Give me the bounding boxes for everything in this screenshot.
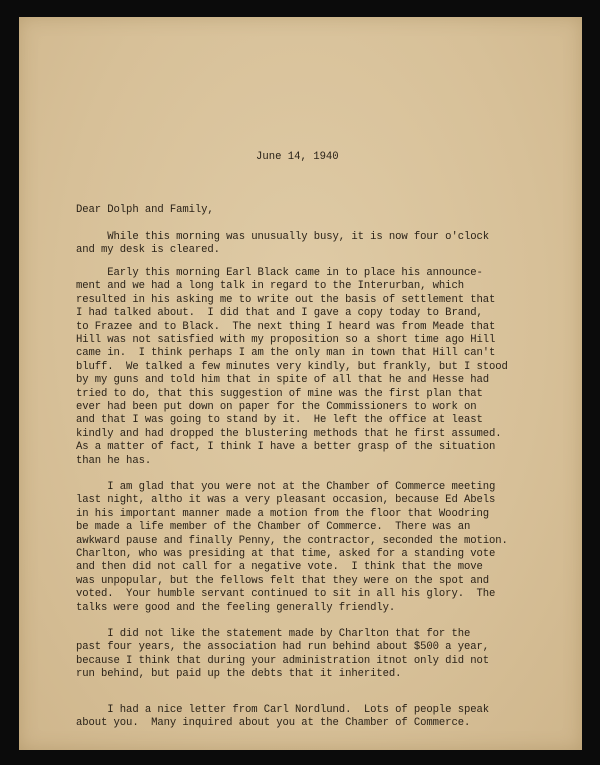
paragraph-2	[76, 267, 546, 468]
paragraph-line: run behind, but paid up the debts that it inherited.	[76, 668, 402, 681]
paragraph-4	[76, 628, 546, 682]
paragraph-line: awkward pause and finally Penny, the contractor, seconded the motion.	[76, 534, 508, 547]
salutation: Dear Dolph and Family,	[76, 204, 214, 216]
paragraph-line: resulted in his asking me to write out the basis of settlement that	[76, 293, 496, 306]
paragraph-line: I did not like the statement made by Charlton that for the	[76, 628, 471, 640]
paragraph-line: came in. I think perhaps I am the only man in town that Hill can't	[76, 347, 496, 360]
paragraph-line: in his important manner made a motion from the floor that Woodring	[76, 507, 489, 520]
paragraph-line: kindly and had dropped the blustering methods that he first assumed.	[76, 427, 502, 440]
paragraph-line: Charlton, who was presiding at that time, asked for a standing vote	[76, 548, 496, 561]
paragraph-3	[76, 481, 546, 615]
paragraph-line: tried to do, that this suggestion of mine was the first plan that	[76, 387, 483, 400]
paragraph-line: I had talked about. I did that and I gave a copy today to Brand,	[76, 307, 483, 320]
paragraph-line: about you. Many inquired about you at the Chamber of Commerce.	[76, 717, 471, 730]
paragraph-line: voted. Your humble servant continued to sit in all his glory. The	[76, 588, 496, 601]
paragraph-line: past four years, the association had run behind about $500 a year,	[76, 641, 489, 654]
paragraph-line: Hill was not satisfied with my proposition so a short time ago Hill	[76, 334, 496, 347]
paragraph-line: than he has.	[76, 454, 152, 467]
paragraph-line: and that I was going to stand by it. He left the office at least	[76, 414, 483, 427]
paragraph-line: While this morning was unusually busy, it is now four o'clock	[76, 231, 489, 243]
paragraph-line: by my guns and told him that in spite of all that he and Hesse had	[76, 374, 489, 387]
letter-date: June 14, 1940	[256, 151, 339, 163]
paragraph-line: and my desk is cleared.	[76, 244, 220, 257]
paragraph-line: ever had been put down on paper for the Commissioners to work on	[76, 401, 477, 414]
paragraph-line: Early this morning Earl Black came in to place his announce-	[76, 267, 483, 279]
paragraph-line: be made a life member of the Chamber of Commerce. There was an	[76, 521, 471, 534]
paragraph-line: because I think that during your administration itnot only did not	[76, 654, 489, 667]
paragraph-line: talks were good and the feeling generally friendly.	[76, 601, 396, 614]
paragraph-line: As a matter of fact, I think I have a better grasp of the situation	[76, 441, 496, 454]
paragraph-line: ment and we had a long talk in regard to the Interurban, which	[76, 280, 464, 293]
paragraph-5	[76, 704, 546, 731]
paragraph-line: I am glad that you were not at the Chamber of Commerce meeting	[76, 481, 496, 493]
paragraph-line: bluff. We talked a few minutes very kindly, but frankly, but I stood	[76, 360, 508, 373]
paragraph-line: to Frazee and to Black. The next thing I heard was from Meade that	[76, 320, 496, 333]
paragraph-line: was unpopular, but the fellows felt that they were on the spot and	[76, 574, 489, 587]
paragraph-line: and then did not call for a negative vote. I think that the move	[76, 561, 483, 574]
paragraph-line: I had a nice letter from Carl Nordlund. Lots of people speak	[76, 704, 489, 716]
paragraph-1	[76, 231, 546, 258]
paragraph-line: last night, altho it was a very pleasant occasion, because Ed Abels	[76, 494, 496, 507]
